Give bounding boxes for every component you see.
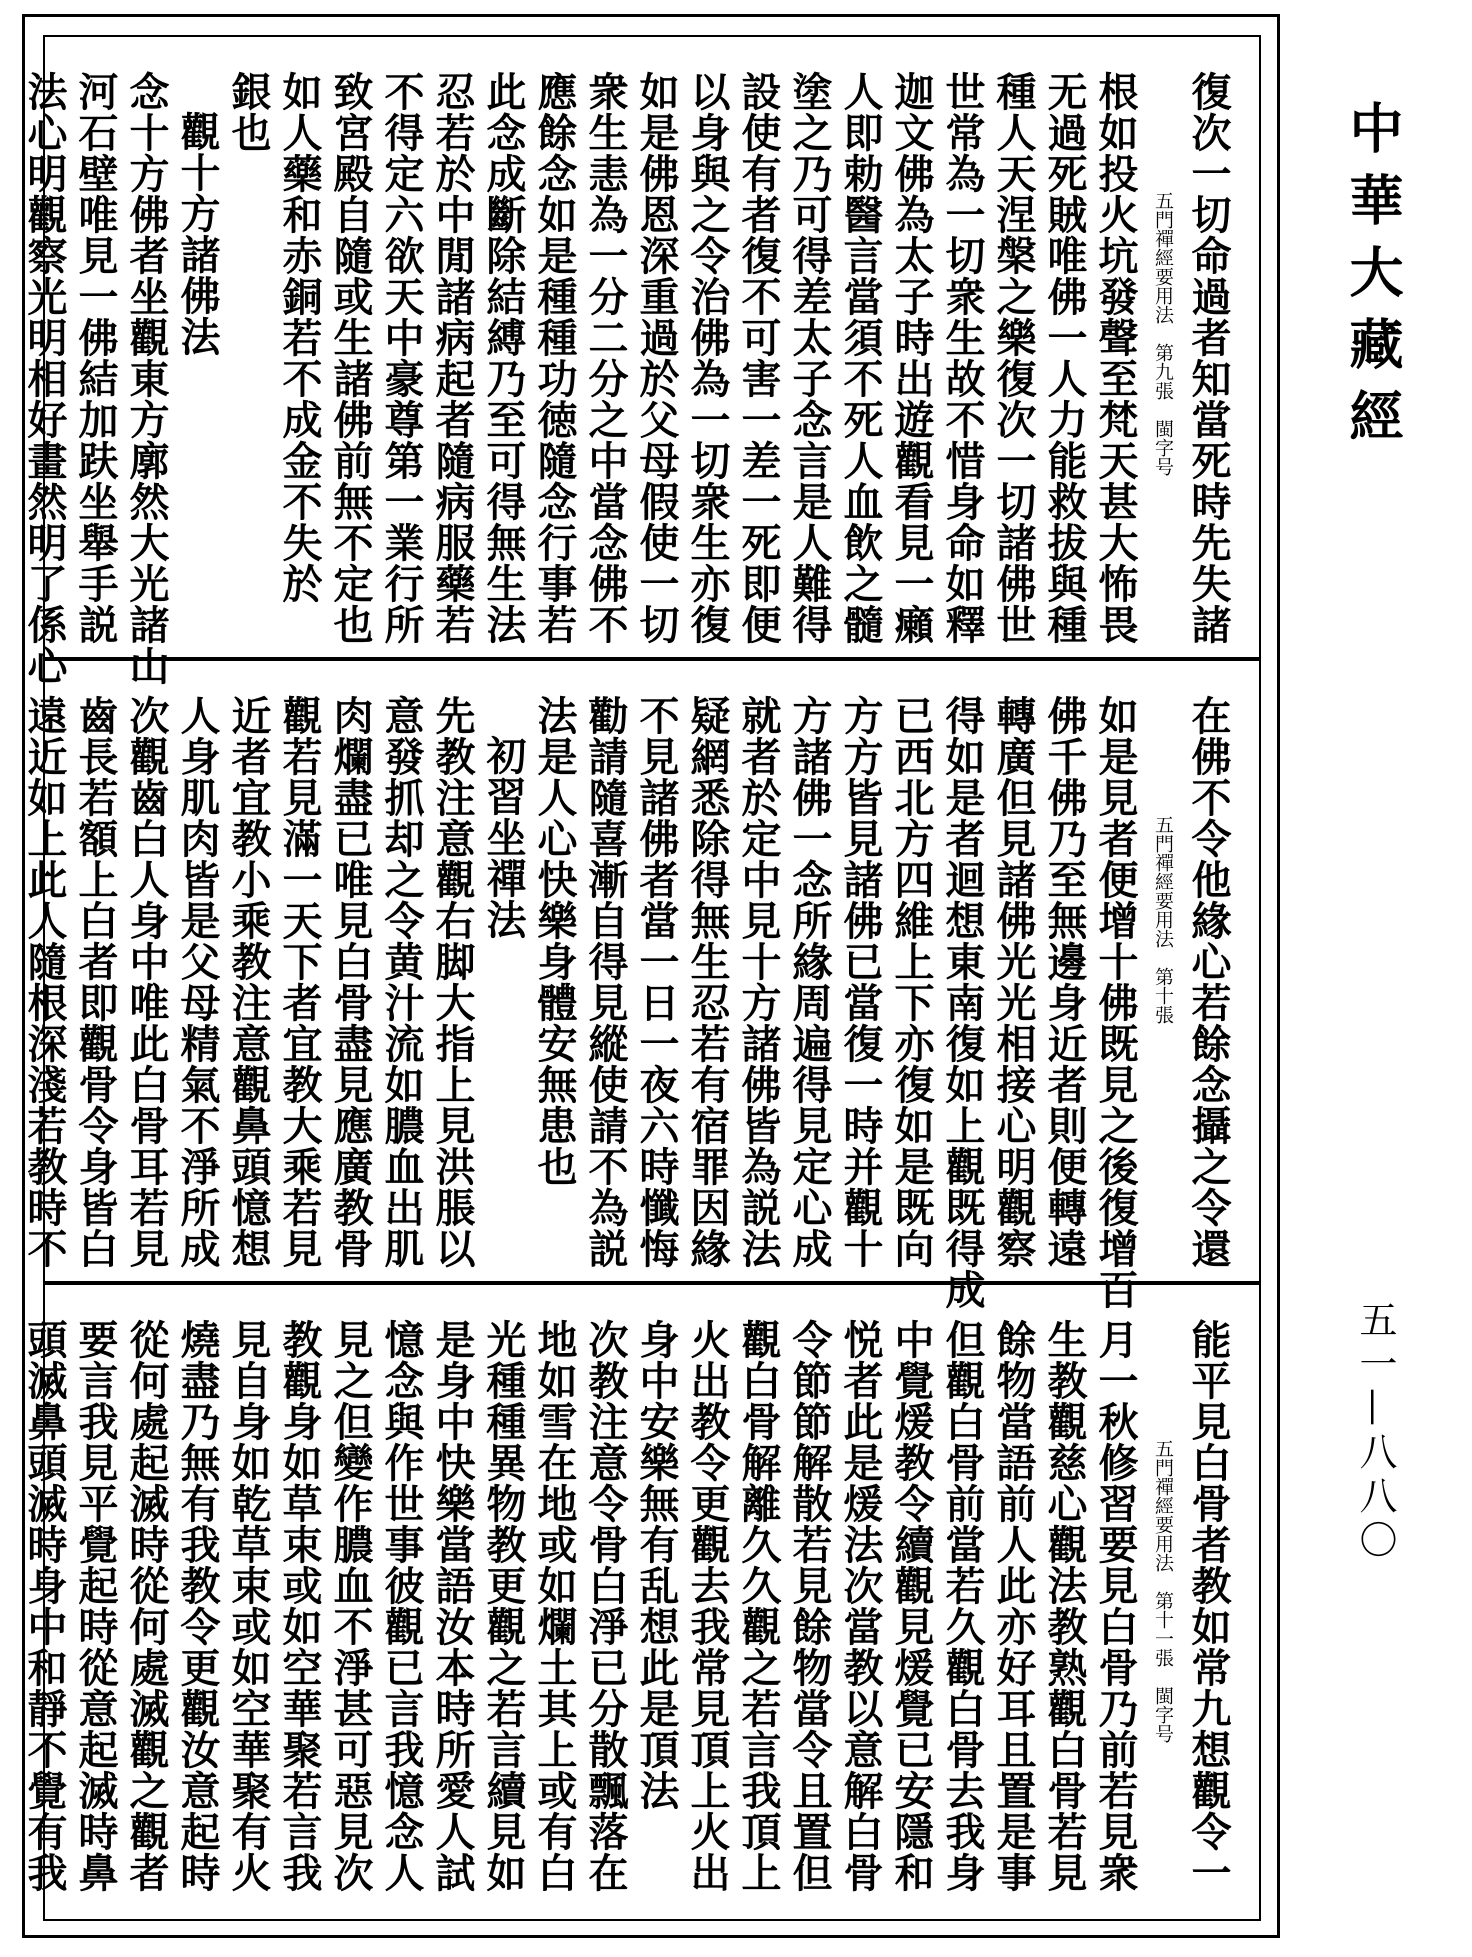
text-column: 如是佛恩深重過於父母假使一切 (633, 71, 680, 645)
text-column: 无過死賊唯佛一人力能救拔與種 (1041, 71, 1088, 645)
text-column: 塗之乃可得差太子念言是人難得 (786, 71, 833, 645)
text-column: 見之但變作膿血不淨甚可惡見次 (327, 1319, 374, 1893)
text-column: 人即勅醫言當須不死人血飲之髓 (837, 71, 884, 645)
text-column: 先教注意觀右脚大指上見洪脹以 (429, 695, 476, 1269)
column-container (18, 695, 1233, 1310)
column-container (18, 71, 1233, 686)
text-column: 火出教令更觀去我常見頂上火出 (684, 1319, 731, 1893)
text-column: 從何處起滅時從何處滅觀之觀者 (123, 1319, 170, 1893)
text-panel-1 (21, 35, 1261, 686)
text-column: 頭滅鼻頭滅時身中和靜不覺有我 (21, 1319, 68, 1893)
text-column: 初習坐禪法 (480, 735, 527, 940)
text-column: 在佛不令他緣心若餘念攝之令還 (1185, 695, 1232, 1269)
text-column: 根如投火坑發聲至梵天甚大怖畏 (1092, 71, 1139, 645)
text-column: 是身中快樂當語汝本時所愛人試 (429, 1319, 476, 1893)
text-column: 疑網悉除得無生忍若有宿罪因緣 (684, 695, 731, 1269)
text-column: 令節節解散若見餘物當令且置但 (786, 1319, 833, 1893)
text-column: 悦者此是煖法次當教以意解白骨 (837, 1319, 884, 1893)
text-column: 不得定六欲天中豪尊第一業行所 (378, 71, 425, 645)
text-column: 銀也 (225, 71, 272, 153)
text-column: 河石壁唯見一佛結加趺坐舉手説 (72, 71, 119, 645)
text-column: 身中安樂無有乱想此是頂法 (633, 1319, 680, 1811)
text-column: 光種種異物教更觀之若言續見如 (480, 1319, 527, 1893)
text-column: 方方皆見諸佛已當復一時并觀十 (837, 695, 884, 1269)
text-column: 能平見白骨者教如常九想觀令一 (1185, 1319, 1232, 1893)
text-column: 燒盡乃無有我教令更觀汝意起時 (174, 1319, 221, 1893)
text-column: 衆生恚為一分二分之中當念佛不 (582, 71, 629, 645)
text-column: 生教觀慈心觀法教熟觀白骨若見 (1041, 1319, 1088, 1893)
text-column: 種人天涅槃之樂復次一切諸佛世 (990, 71, 1037, 645)
sutra-title-note: 五門禪經要用法 第十一張 閩字号 (1152, 1439, 1174, 1743)
text-column: 得如是者迴想東南復如上觀既得成 (939, 695, 986, 1310)
text-panel-3 (21, 1283, 1261, 1921)
page-number: 五一—八八〇 (1353, 1300, 1397, 1564)
text-panel-2 (21, 659, 1261, 1310)
text-column: 近者宜教小乘教注意觀鼻頭憶想 (225, 695, 272, 1269)
text-column: 地如雪在地或如爛土其上或有白 (531, 1319, 578, 1893)
page-frame (22, 14, 1280, 1938)
text-column: 以身與之令治佛為一切衆生亦復 (684, 71, 731, 645)
text-column: 勸請隨喜漸自得見縱使請不為説 (582, 695, 629, 1269)
text-column: 念十方佛者坐觀東方廓然大光諸山 (123, 71, 170, 686)
text-column: 見自身如乾草束或如空華聚有火 (225, 1319, 272, 1893)
text-column: 觀若見滿一天下者宜教大乘若見 (276, 695, 323, 1269)
text-column: 復次一切命過者知當死時先失諸 (1185, 71, 1232, 645)
text-column: 忍若於中閒諸病起者隨病服藥若 (429, 71, 476, 645)
text-column: 轉廣但見諸佛光光相接心明觀察 (990, 695, 1037, 1269)
text-column: 不見諸佛者當一日一夜六時懺悔 (633, 695, 680, 1269)
text-column: 如人藥和赤銅若不成金不失於 (276, 71, 323, 604)
text-column: 肉爛盡已唯見白骨盡見應廣教骨 (327, 695, 374, 1269)
text-column: 意發抓却之令黄汁流如膿血出肌 (378, 695, 425, 1269)
text-column: 方諸佛一念所緣周遍得見定心成 (786, 695, 833, 1269)
text-column: 法是人心快樂身體安無患也 (531, 695, 578, 1187)
text-column: 遠近如上此人隨根深淺若教時不 (21, 695, 68, 1269)
text-column: 佛千佛乃至無邊身近者則便轉遠 (1041, 695, 1088, 1269)
text-column: 次教注意令骨白淨已分散飄落在 (582, 1319, 629, 1893)
text-column: 次觀齒白人身中唯此白骨耳若見 (123, 695, 170, 1269)
text-column: 觀十方諸佛法 (174, 111, 221, 357)
text-column: 應餘念如是種種功徳隨念行事若 (531, 71, 578, 645)
text-column: 如是見者便增十佛既見之後復增百 (1092, 695, 1139, 1310)
text-column: 觀白骨解離久久觀之若言我頂上 (735, 1319, 782, 1893)
text-column: 就者於定中見十方諸佛皆為説法 (735, 695, 782, 1269)
text-column: 法心明觀察光明相好畫然明了係心 (21, 71, 68, 686)
text-column: 致宮殿自隨或生諸佛前無不定也 (327, 71, 374, 645)
collection-title: 中華大藏經 (1341, 100, 1405, 460)
text-column: 教觀身如草束或如空華聚若言我 (276, 1319, 323, 1893)
column-container (18, 1319, 1233, 1899)
text-column: 餘物當語前人此亦好耳且置是事 (990, 1319, 1037, 1893)
sutra-title-note: 五門禪經要用法 第九張 閩字号 (1152, 191, 1174, 476)
text-column: 憶念與作世事彼觀已言我憶念人 (378, 1319, 425, 1893)
text-column: 但觀白骨前當若久觀白骨去我身 (939, 1319, 986, 1893)
text-column: 人身肌肉皆是父母精氣不淨所成 (174, 695, 221, 1269)
text-column: 此念成斷除結縛乃至可得無生法 (480, 71, 527, 645)
sutra-title-note: 五門禪經要用法 第十張 (1152, 815, 1174, 1024)
text-column: 迦文佛為太子時出遊觀看見一癩 (888, 71, 935, 645)
text-column: 齒長若額上白者即觀骨令身皆白 (72, 695, 119, 1269)
text-column: 已西北方四維上下亦復如是既向 (888, 695, 935, 1269)
text-column: 要言我見平覺起時從意起滅時鼻 (72, 1319, 119, 1893)
text-column: 中覺煖教令續觀見煖覺已安隱和 (888, 1319, 935, 1893)
text-column: 月一秋修習要見白骨乃前若見衆 (1092, 1319, 1139, 1893)
text-column: 設使有者復不可害一差一死即便 (735, 71, 782, 645)
text-column: 世常為一切衆生故不惜身命如釋 (939, 71, 986, 645)
